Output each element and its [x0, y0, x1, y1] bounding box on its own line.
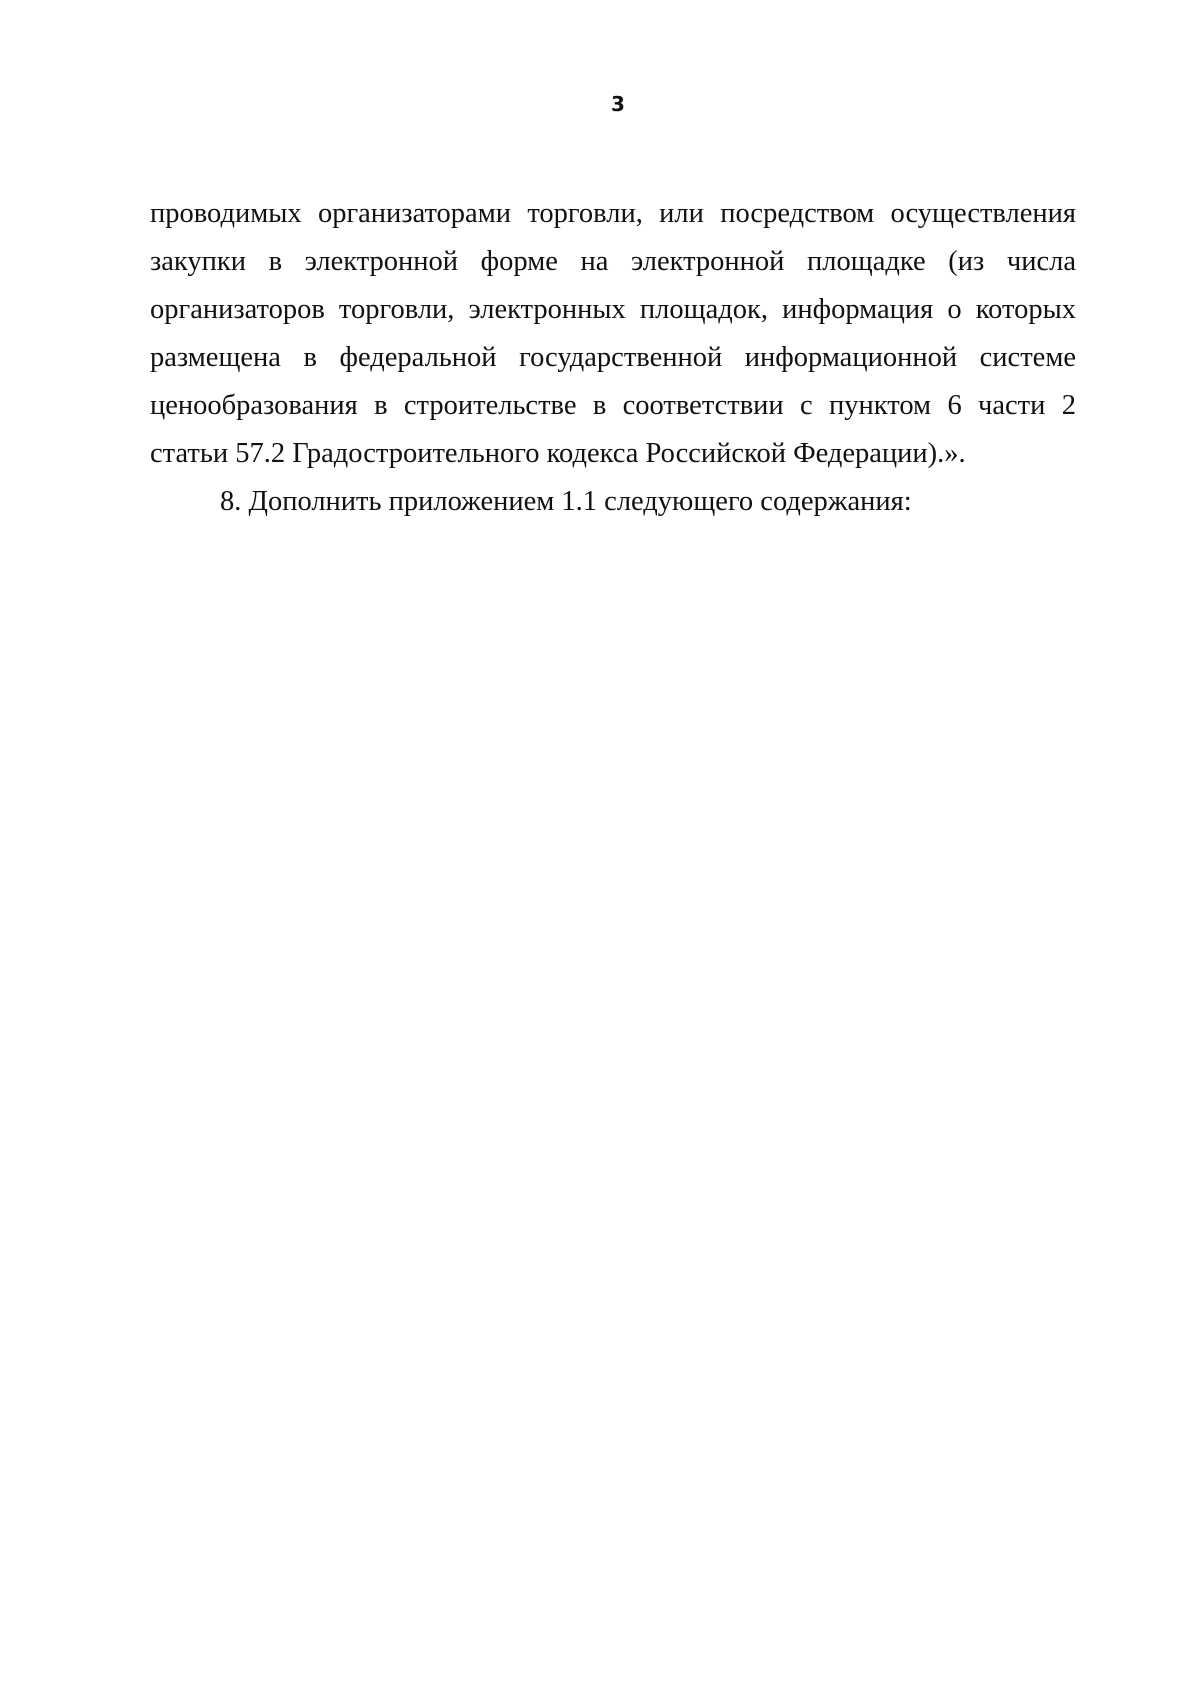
item-8-text: 8. Дополнить приложением 1.1 следующего содержания:: [220, 486, 912, 517]
continuation-paragraph: [150, 190, 1076, 478]
paragraph-line: проводимых организаторами торговли, или посредством осуществления: [150, 198, 1076, 229]
paragraph-line: ценообразования в строительстве в соответствии с пунктом 6 части 2: [150, 390, 1076, 421]
paragraph-line: статьи 57.2 Градостроительного кодекса Российской Федерации).».: [150, 438, 966, 469]
paragraph-line: размещена в федеральной государственной информационной системе: [150, 342, 1076, 373]
item-8-paragraph: [150, 478, 1076, 526]
document-body: [150, 190, 1076, 526]
paragraph-line: организаторов торговли, электронных площадок, информация о которых: [150, 294, 1076, 325]
paragraph-line: закупки в электронной форме на электронной площадке (из числа: [150, 246, 1076, 277]
page-number: 3: [611, 92, 625, 116]
